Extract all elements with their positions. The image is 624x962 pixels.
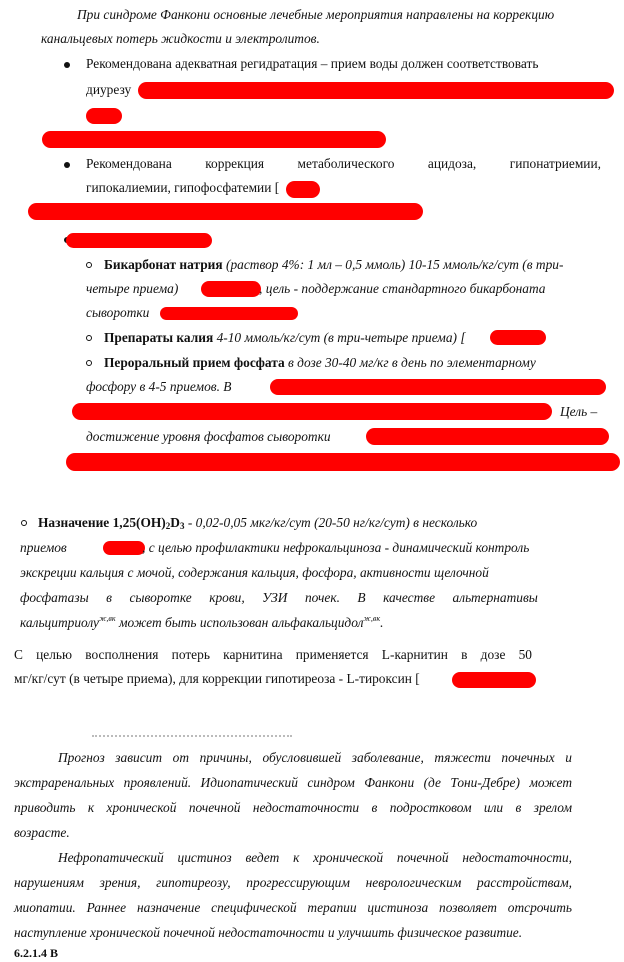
- potassium-dose: 4-10 ммоль/кг/сут (в три-четыре приема) [: [216, 330, 466, 345]
- prognosis-line-2: экстраренальных проявлений. Идиопатический синдром Фанкони (де Тони-Дебре) может: [14, 775, 572, 790]
- cystinosis-line-2: нарушениям зрения, гипотиреозу, прогрессирующим неврологическим расстройствам,: [14, 875, 572, 890]
- superscript: ж,вк: [98, 614, 116, 623]
- faint-residue: [92, 735, 292, 739]
- intro-line-1: При синдроме Фанкони основные лечебные мероприятия направлены на коррекцию: [77, 7, 555, 22]
- bicarbonate-line-2b: , цель - поддержание стандартного бикарбоната: [259, 281, 546, 296]
- prognosis-line-3: приводить к хронической почечной недостаточности в подростковом или в зрелом: [14, 800, 572, 815]
- phosphate-line-4: достижение уровня фосфатов сыворотки: [86, 429, 331, 444]
- word: коррекция: [205, 156, 265, 171]
- word: сыворотке: [129, 590, 192, 605]
- calcitriol-line-2b: , с целью профилактики нефрокальциноза - динамический контроль: [142, 540, 530, 555]
- sub-bullet-circle: [86, 262, 92, 268]
- redaction-mark: [66, 453, 620, 471]
- word: фосфатазы: [20, 590, 89, 605]
- sub-bullet-circle: [86, 360, 92, 366]
- word: гипонатриемии,: [509, 156, 601, 171]
- calcitriol-line-3: экскреции кальция с мочой, содержания кальция, фосфора, активности щелочной: [20, 565, 489, 580]
- sub-bullet-circle: [21, 520, 27, 526]
- bicarbonate-line-2a: четыре приема): [86, 281, 179, 296]
- cystinosis-line-4: наступление хронической почечной недостаточности и улучшить физическое развитие.: [14, 925, 523, 940]
- phosphate-line-3-end: Цель –: [560, 404, 598, 419]
- calcitriol-line-1: [38, 514, 538, 532]
- redaction-mark: [452, 672, 536, 688]
- word: альтернативы: [452, 590, 538, 605]
- calcitriol-line-4: [20, 589, 538, 607]
- calcitriol-line-5b: может быть использован альфакальцидол: [115, 615, 364, 630]
- word: УЗИ: [262, 590, 288, 605]
- prognosis-line-1: Прогноз зависит от причины, обусловившей заболевание, тяжести почечных и: [58, 750, 572, 765]
- redaction-mark: [103, 541, 145, 555]
- calcitriol-line-2a: приемов: [20, 540, 67, 555]
- cystinosis-line-1: Нефропатический цистиноз ведет к хронической почечной недостаточности,: [58, 850, 572, 865]
- word: почек.: [304, 590, 340, 605]
- bullet-dot: [64, 62, 70, 68]
- redaction-mark: [66, 233, 212, 248]
- subscript: 3: [179, 521, 185, 531]
- potassium-title: Препараты калия: [104, 330, 214, 345]
- redaction-mark: [270, 379, 606, 395]
- redaction-mark: [86, 108, 122, 124]
- redaction-mark: [28, 203, 423, 220]
- sub-bullet-circle: [86, 335, 92, 341]
- calcitriol-title: [38, 515, 184, 530]
- bicarbonate-line-3: сыворотки: [86, 305, 150, 320]
- intro-line-2: канальцевых потерь жидкости и электролитов.: [41, 31, 320, 46]
- bicarbonate-title: Бикарбонат натрия: [104, 257, 223, 272]
- redaction-mark: [286, 181, 320, 198]
- superscript: ж,вк: [363, 614, 381, 623]
- word: качестве: [383, 590, 436, 605]
- carnitine-line-1: С целью восполнения потерь карнитина применяется L-карнитин в дозе 50: [14, 647, 532, 662]
- word: метаболического: [297, 156, 395, 171]
- word: в: [106, 590, 112, 605]
- bullet1-line-1: Рекомендована адекватная регидратация – прием воды должен соответствовать: [86, 56, 539, 71]
- bullet1-line-2: диурезу: [86, 82, 132, 97]
- bicarbonate-line-1: [104, 256, 601, 274]
- subscript: 2: [165, 521, 171, 531]
- calcitriol-title-text: Назначение 1,25(OH): [38, 515, 166, 530]
- section-number: 6.2.1.4 В: [14, 946, 59, 960]
- redaction-mark: [138, 82, 614, 99]
- word: В: [357, 590, 366, 605]
- word: крови,: [209, 590, 245, 605]
- redaction-mark: [42, 131, 386, 148]
- word: ацидоза,: [427, 156, 477, 171]
- redaction-mark: [72, 403, 552, 420]
- phosphate-line-1: [104, 354, 601, 372]
- calcitriol-line-5-end: .: [380, 615, 384, 630]
- calcitriol-line-5: [20, 614, 383, 632]
- calcitriol-dose: - 0,02-0,05 мкг/кг/сут (20-50 нг/кг/сут) в несколько: [187, 515, 478, 530]
- cystinosis-line-3: миопатии. Раннее назначение специфической терапии цистиноза позволяет отсрочить: [14, 900, 572, 915]
- bicarbonate-dose: (раствор 4%: 1 мл – 0,5 ммоль) 10-15 ммоль/кг/сут (в три-: [226, 257, 564, 272]
- potassium-line: [104, 329, 466, 347]
- redaction-mark: [160, 307, 298, 320]
- calcitriol-title-d: D: [170, 515, 180, 530]
- calcitriol-line-5a: кальцитриолу: [20, 615, 99, 630]
- word: Рекомендована: [86, 156, 172, 171]
- prognosis-line-4: возрасте.: [14, 825, 70, 840]
- phosphate-dose: в дозе 30-40 мг/кг в день по элементарному: [288, 355, 536, 370]
- bullet-dot: [64, 162, 70, 168]
- redaction-mark: [490, 330, 546, 345]
- redaction-mark: [201, 281, 261, 297]
- phosphate-line-2: фосфору в 4-5 приемов. В: [86, 379, 232, 394]
- bullet2-line-2: гипокалиемии, гипофосфатемии [: [86, 180, 280, 195]
- phosphate-title: Пероральный прием фосфата: [104, 355, 285, 370]
- carnitine-line-2: мг/кг/сут (в четыре приема), для коррекции гипотиреоза - L-тироксин [: [14, 671, 420, 686]
- bullet2-line-1: [86, 155, 601, 173]
- redaction-mark: [366, 428, 609, 445]
